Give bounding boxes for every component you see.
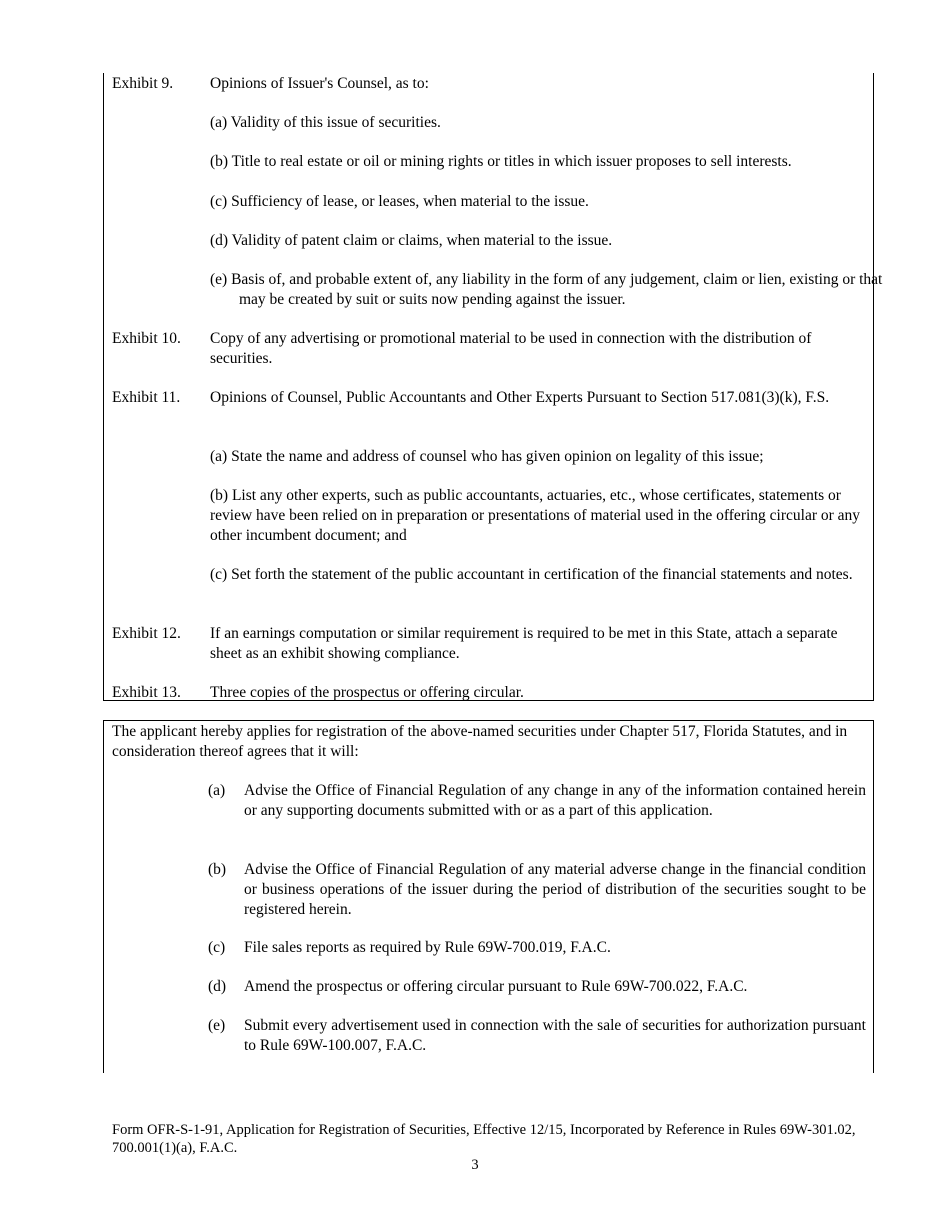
agreement-item-b: Advise the Office of Financial Regulation of any material adverse change in the financial condition or business operations of the issuer during the period of distribution of the securities sought to be registered herein.: [244, 861, 866, 918]
agreement-item-e: Submit every advertisement used in connection with the sale of securities for authorization pursuant to Rule 69W-100.007, F.A.C.: [244, 1017, 866, 1054]
exhibit-9-item-d: (d) Validity of patent claim or claims, when material to the issue.: [210, 232, 613, 249]
agreement-letter-a: (a): [208, 782, 226, 799]
agreement-letter-b: (b): [208, 861, 227, 878]
agreement-letter-e: (e): [208, 1017, 226, 1034]
exhibit-11-text: Opinions of Counsel, Public Accountants and Other Experts Pursuant to Section 517.081(3)(k), F.S.: [210, 389, 830, 406]
agreement-letter-c: (c): [208, 939, 226, 956]
exhibit-11-item-c: (c) Set forth the statement of the public accountant in certification of the financial statements and notes.: [210, 566, 853, 583]
agreement-letter-d: (d): [208, 978, 227, 995]
footer-form-text: Form OFR-S-1-91, Application for Registration of Securities, Effective 12/15, Incorporated by Reference in Rules 69W-301.02, 700.001(1)(a), F.A.C.: [112, 1122, 856, 1156]
exhibit-9-title: Opinions of Issuer's Counsel, as to:: [210, 75, 429, 92]
exhibit-11-label: Exhibit 11.: [112, 389, 181, 406]
exhibit-11-item-b: (b) List any other experts, such as public accountants, actuaries, etc., whose certificates, statements or review have been relied on in preparation or presentations of material used in the offering circular or any other incumbent document; and: [210, 487, 861, 544]
exhibit-9-item-c: (c) Sufficiency of lease, or leases, when material to the issue.: [210, 193, 589, 210]
exhibit-12-label: Exhibit 12.: [112, 625, 181, 642]
exhibit-9-label: Exhibit 9.: [112, 75, 174, 92]
exhibit-9-item-b: (b) Title to real estate or oil or mining rights or titles in which issuer proposes to sell interests.: [210, 153, 792, 170]
exhibit-9-item-a: (a) Validity of this issue of securities.: [210, 114, 441, 131]
exhibit-10-label: Exhibit 10.: [112, 330, 181, 347]
page-number: 3: [471, 1157, 479, 1173]
agreement-item-d: Amend the prospectus or offering circular pursuant to Rule 69W-700.022, F.A.C.: [244, 978, 748, 995]
exhibit-9-item-e: (e) Basis of, and probable extent of, any liability in the form of any judgement, claim or lien, existing or that may be created by suit or suits now pending against the issuer.: [210, 271, 883, 308]
exhibit-13-label: Exhibit 13.: [112, 684, 181, 701]
exhibit-13-text: Three copies of the prospectus or offering circular.: [210, 684, 524, 701]
agreement-intro: The applicant hereby applies for registration of the above-named securities under Chapter 517, Florida Statutes, and in consideration thereof agrees that it will:: [112, 723, 848, 760]
exhibit-10-text: Copy of any advertising or promotional material to be used in connection with the distribution of securities.: [210, 330, 812, 367]
exhibit-12-text: If an earnings computation or similar requirement is required to be met in this State, attach a separate sheet as an exhibit showing compliance.: [210, 625, 838, 662]
exhibit-11-item-a: (a) State the name and address of counsel who has given opinion on legality of this issue;: [210, 448, 764, 465]
agreement-item-a: Advise the Office of Financial Regulation of any change in any of the information contained herein or any supporting documents submitted with or as a part of this application.: [244, 782, 866, 819]
agreement-item-c: File sales reports as required by Rule 69W-700.019, F.A.C.: [244, 939, 611, 956]
